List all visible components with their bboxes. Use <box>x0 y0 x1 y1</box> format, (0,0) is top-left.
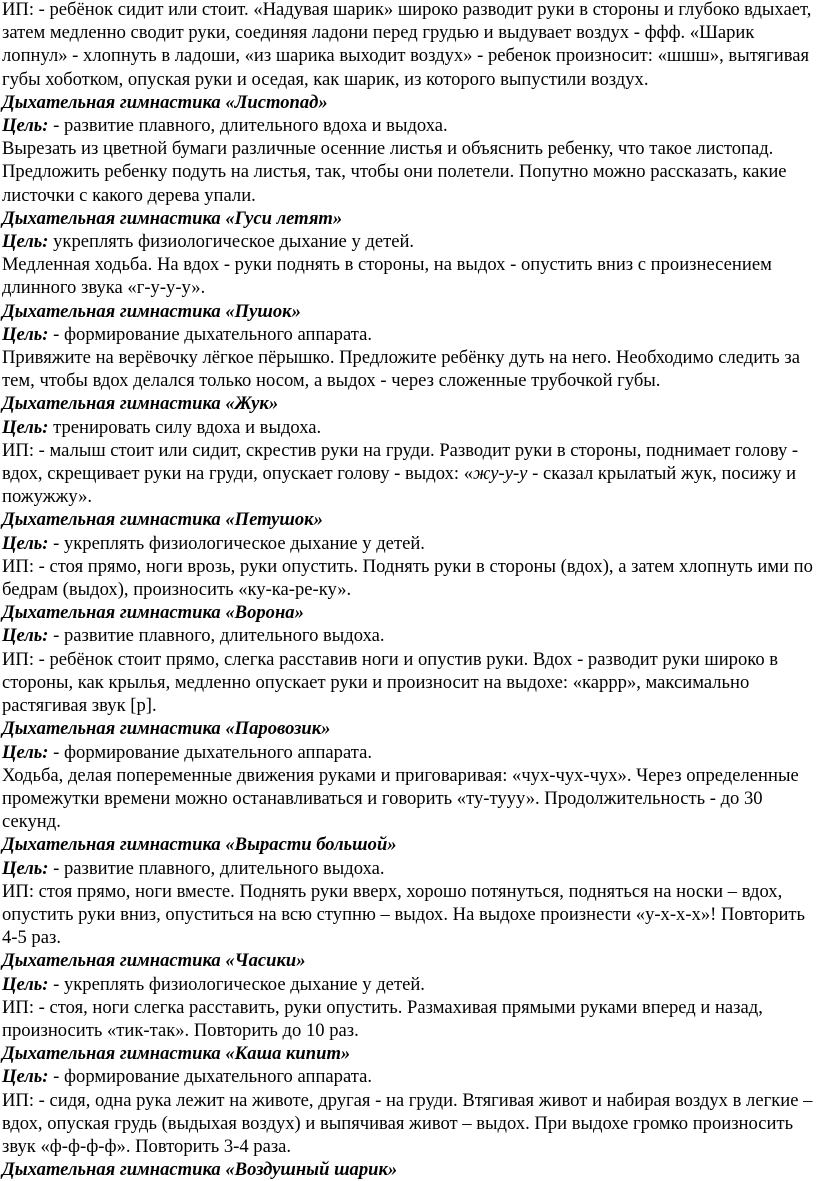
goal-label: Цель: <box>2 532 49 554</box>
goal-text: - развитие плавного, длительного выдоха. <box>48 857 385 879</box>
goal-label: Цель: <box>2 1066 49 1088</box>
goal-text: - развитие плавного, длительного вдоха и выдоха. <box>48 115 448 137</box>
goal-text: - формирование дыхательного аппарата. <box>48 741 372 763</box>
section-goal-kasha <box>2 1065 814 1088</box>
goal-label: Цель: <box>2 231 49 253</box>
section-goal-parovozik <box>2 741 814 764</box>
section-title-listopad: Дыхательная гимнастика «Листопад» <box>2 91 328 113</box>
section-title-chasiki: Дыхательная гимнастика «Часики» <box>2 950 306 972</box>
section-title-pushok: Дыхательная гимнастика «Пушок» <box>2 300 301 322</box>
section-title-parovozik: Дыхательная гимнастика «Паровозик» <box>2 718 331 740</box>
section-goal-petushok <box>2 532 814 555</box>
section-body-gusi: Медленная ходьба. На вдох - руки поднять в стороны, на выдох - опустить вниз с произнесением длинного звука «г-у-у-у». <box>2 254 772 299</box>
goal-text: - формирование дыхательного аппарата. <box>48 1066 372 1088</box>
section-goal-listopad <box>2 114 814 137</box>
goal-text: - развитие плавного, длительного выдоха. <box>48 625 385 647</box>
goal-label: Цель: <box>2 741 49 763</box>
goal-text: - укреплять физиологическое дыхание у детей. <box>48 532 425 554</box>
section-body-chasiki: ИП: - стоя, ноги слегка расставить, руки опустить. Размахивая прямыми руками вперед и назад, произносить «тик-так». Повторить до 10 раз. <box>2 996 763 1041</box>
goal-text: тренировать силу вдоха и выдоха. <box>48 416 322 438</box>
section-body-zhuk <box>2 439 814 509</box>
section-body-vyrasti: ИП: стоя прямо, ноги вместе. Поднять руки вверх, хорошо потянуться, подняться на носки – вдох, опустить руки вниз, опуститься на всю ступню – выдох. На выдохе произнести «у-х-х-х»! Повторить 4-5 раз. <box>2 880 806 949</box>
goal-label: Цель: <box>2 416 49 438</box>
goal-text: - укреплять физиологическое дыхание у детей. <box>48 973 425 995</box>
section-title-kasha: Дыхательная гимнастика «Каша кипит» <box>2 1043 351 1065</box>
goal-text: - формирование дыхательного аппарата. <box>48 323 372 345</box>
section-title-vozdushnyi-sharik: Дыхательная гимнастика «Воздушный шарик» <box>2 1159 398 1181</box>
intro-paragraph: ИП: - ребёнок сидит или стоит. «Надувая шарик» широко разводит руки в стороны и глубоко вдыхает, затем медленно сводит руки, соединяя ладони перед грудью и выдувает воздух - ффф. «Шарик лопнул» - хлопнуть в ладоши, «из шарика выходит воздух» - ребенок произносит: «шшш», вытягивая губы хоботком, опуская руки и оседая, как шарик, из которого выпустили воздух. <box>2 0 812 90</box>
document-page <box>2 0 814 1181</box>
body-text: ИП: - малыш стоит или сидит, скрестив руки на груди. Разводит руки в стороны, поднимает голову - вдох, скрещивает руки на груди, опускает голову - выдох: « <box>2 439 799 485</box>
body-text: - сказал крылатый жук, посижу и пожужжу». <box>2 463 797 508</box>
goal-text: укреплять физиологическое дыхание у детей. <box>48 231 415 253</box>
section-body-parovozik: Ходьба, делая попеременные движения руками и приговаривая: «чух-чух-чух». Через определенные промежутки времени можно останавливаться и говорить «ту-тууу». Продолжительность - до 30 секунд. <box>2 764 799 833</box>
section-body-petushok: ИП: - стоя прямо, ноги врозь, руки опустить. Поднять руки в стороны (вдох), а затем хлопнуть ими по бедрам (выдох), произносить «ку-ка-ре-ку». <box>2 555 813 601</box>
section-body-vorona: ИП: - ребёнок стоит прямо, слегка расставив ноги и опустив руки. Вдох - разводит руки широко в стороны, как крылья, медленно опускает руки и произносит на выдохе: «каррр», максимально растягивая звук [р]. <box>2 648 779 717</box>
section-body-kasha: ИП: - сидя, одна рука лежит на животе, другая - на груди. Втягивая живот и набирая воздух в легкие – вдох, опуская грудь (выдыхая воздух) и выпячивая живот – выдох. При выдохе громко произносить звук «ф-ф-ф-ф». Повторить 3-4 раза. <box>2 1089 813 1157</box>
goal-label: Цель: <box>2 857 49 879</box>
goal-label: Цель: <box>2 115 49 137</box>
section-body-listopad: Вырезать из цветной бумаги различные осенние листья и объяснить ребенку, что такое листопад. Предложить ребенку подуть на листья, так, чтобы они полетели. Попутно можно рассказать, какие листочки с какого дерева упали. <box>2 138 787 206</box>
goal-label: Цель: <box>2 973 49 995</box>
section-title-vyrasti: Дыхательная гимнастика «Вырасти большой» <box>2 834 397 856</box>
section-title-gusi: Дыхательная гимнастика «Гуси летят» <box>2 207 343 229</box>
goal-label: Цель: <box>2 323 49 345</box>
section-goal-zhuk <box>2 416 814 439</box>
section-goal-vyrasti <box>2 857 814 880</box>
body-italic-text: жу-у-у <box>473 463 528 485</box>
section-goal-vorona <box>2 624 814 647</box>
section-body-pushok: Привяжите на верёвочку лёгкое пёрышко. Предложите ребёнку дуть на него. Необходимо следить за тем, чтобы вдох делался только носом, а выдох - через сложенные трубочкой губы. <box>2 347 800 392</box>
section-title-zhuk: Дыхательная гимнастика «Жук» <box>2 393 279 415</box>
section-goal-gusi <box>2 230 814 253</box>
section-title-vorona: Дыхательная гимнастика «Ворона» <box>2 602 304 624</box>
section-title-petushok: Дыхательная гимнастика «Петушок» <box>2 509 323 531</box>
section-goal-chasiki <box>2 973 814 996</box>
goal-label: Цель: <box>2 625 49 647</box>
section-goal-pushok <box>2 323 814 346</box>
